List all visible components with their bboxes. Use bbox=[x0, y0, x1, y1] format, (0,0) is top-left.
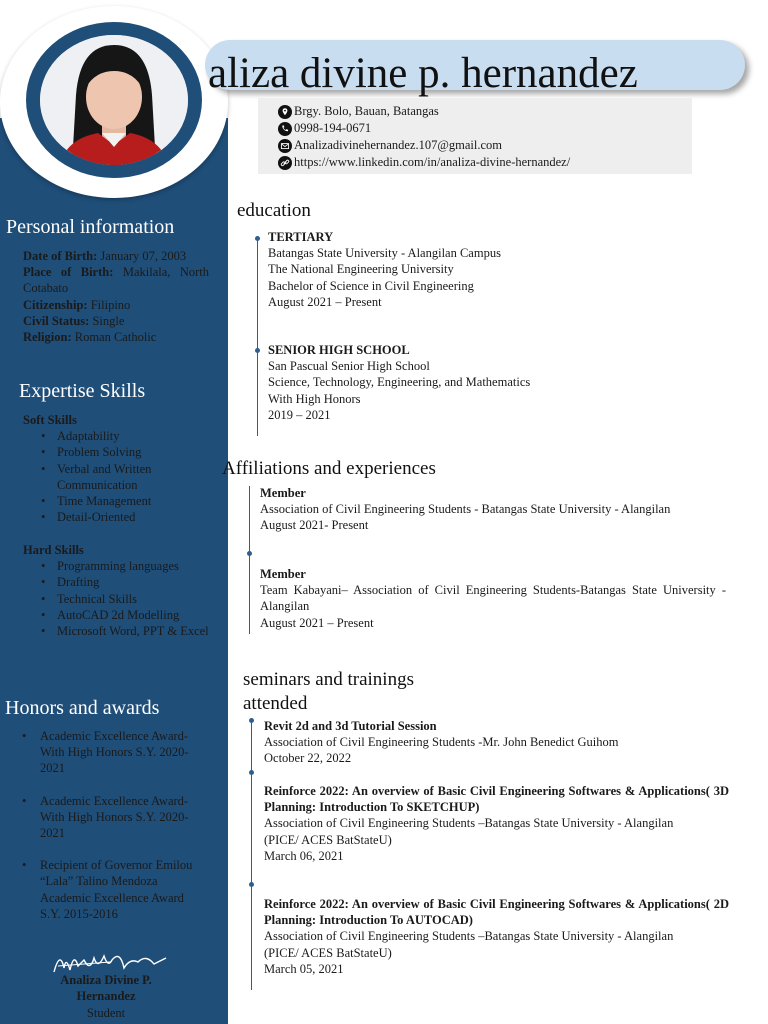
honors-list bbox=[22, 728, 202, 938]
honor-text: Academic Excellence Award-With High Honors S.Y. 2020-2021 bbox=[40, 729, 189, 776]
expertise-skills-title: Expertise Skills bbox=[19, 380, 146, 402]
contact-email[interactable] bbox=[278, 138, 502, 153]
linkedin-text: https://www.linkedin.com/in/analiza-divine-hernandez/ bbox=[294, 155, 571, 169]
entry-date: August 2021 – Present bbox=[260, 615, 374, 630]
seminar-entry-3 bbox=[264, 896, 729, 977]
list-item: • Verbal and Written Communication bbox=[57, 461, 213, 493]
hard-skills-title: Hard Skills bbox=[23, 543, 84, 557]
email-text: Analizadivinehernandez.107@gmail.com bbox=[294, 138, 502, 152]
phone-text: 0998-194-0671 bbox=[294, 121, 372, 135]
soft-skills-list bbox=[23, 428, 213, 525]
religion-value: Roman Catholic bbox=[74, 330, 157, 345]
dob-value: January 07, 2003 bbox=[100, 249, 187, 263]
honor-item bbox=[22, 857, 202, 922]
signature-role: Student bbox=[86, 1006, 126, 1020]
entry-heading: Member bbox=[260, 567, 306, 581]
entry-heading: Revit 2d and 3d Tutorial Session bbox=[264, 719, 437, 733]
list-item: • Time Management bbox=[57, 493, 213, 509]
pob-row bbox=[23, 264, 209, 296]
soft-skills-title: Soft Skills bbox=[23, 413, 77, 427]
civil-status-label: Civil Status: bbox=[23, 313, 90, 328]
entry-heading: Reinforce 2022: An overview of Basic Civil Engineering Softwares & Applications( 2D Planning: Introduction To AUTOCAD) bbox=[264, 897, 729, 928]
entry-org: Team Kabayani– Association of Civil Engineering Students-Batangas State University - Alangilan bbox=[260, 583, 726, 614]
religion-label: Religion: bbox=[23, 330, 72, 345]
list-item: • Microsoft Word, PPT & Excel bbox=[57, 623, 213, 639]
hard-skills-list bbox=[23, 558, 213, 639]
entry-line: Science, Technology, Engineering, and Mathematics bbox=[268, 375, 531, 390]
entry-line: Bachelor of Science in Civil Engineering bbox=[268, 278, 474, 293]
list-item: • Problem Solving bbox=[57, 444, 213, 460]
seminar-entry-1 bbox=[264, 718, 729, 767]
education-senior-high bbox=[268, 342, 718, 423]
list-item: • Technical Skills bbox=[57, 591, 213, 607]
entry-date: March 05, 2021 bbox=[264, 961, 344, 976]
entry-heading: SENIOR HIGH SCHOOL bbox=[268, 343, 410, 357]
contact-address bbox=[278, 104, 439, 119]
entry-line: San Pascual Senior High School bbox=[268, 359, 430, 374]
education-title: education bbox=[237, 200, 311, 221]
list-item: • Drafting bbox=[57, 574, 213, 590]
honors-title: Honors and awards bbox=[5, 697, 160, 719]
affiliations-title: Affiliations and experiences bbox=[222, 458, 436, 479]
honor-text: Academic Excellence Award-With High Honors S.Y. 2020-2021 bbox=[40, 793, 189, 841]
citizenship-row bbox=[23, 297, 209, 313]
entry-date: March 06, 2021 bbox=[264, 848, 344, 863]
pob-value: Makilala, North Cotabato bbox=[23, 265, 210, 296]
address-text: Brgy. Bolo, Bauan, Batangas bbox=[294, 104, 439, 118]
entry-line: With High Honors bbox=[268, 391, 361, 406]
timeline-dot bbox=[255, 236, 260, 241]
dob-label: Date of Birth: bbox=[23, 249, 98, 263]
entry-body: Association of Civil Engineering Students –Batangas State University - Alangilan bbox=[264, 816, 674, 831]
affiliation-entry-2 bbox=[260, 566, 726, 631]
list-item: • AutoCAD 2d Modelling bbox=[57, 607, 213, 623]
list-item: • Adaptability bbox=[57, 428, 213, 444]
seminars-timeline bbox=[251, 720, 252, 990]
email-icon bbox=[278, 139, 292, 153]
affiliation-entry-1 bbox=[260, 485, 726, 534]
entry-extra: (PICE/ ACES BatStateU) bbox=[264, 832, 392, 847]
timeline-dot bbox=[249, 882, 254, 887]
location-pin-icon bbox=[278, 105, 292, 119]
list-item: • Programming languages bbox=[57, 558, 213, 574]
timeline-dot bbox=[255, 348, 260, 353]
pob-label: Place of Birth: bbox=[23, 265, 114, 280]
personal-info-title: Personal information bbox=[6, 216, 175, 238]
contact-linkedin[interactable] bbox=[278, 155, 570, 170]
civil-status-value: Single bbox=[92, 313, 125, 328]
citizenship-label: Citizenship: bbox=[23, 297, 88, 312]
entry-org: Association of Civil Engineering Students - Batangas State University - Alangilan bbox=[260, 502, 671, 517]
entry-line: The National Engineering University bbox=[268, 262, 454, 277]
phone-icon bbox=[278, 122, 292, 136]
affiliations-timeline bbox=[249, 486, 250, 634]
seminars-title-line1: seminars and trainings bbox=[243, 669, 414, 690]
honor-text: Recipient of Governor Emilou “Lala” Talino Mendoza Academic Excellence Award S.Y. 2015-2016 bbox=[40, 858, 193, 921]
full-name: aliza divine p. hernandez bbox=[208, 50, 638, 97]
soft-skills bbox=[23, 412, 213, 525]
timeline-dot bbox=[249, 770, 254, 775]
signature-name-line2: Hernandez bbox=[76, 989, 136, 1003]
entry-heading: Member bbox=[260, 486, 306, 500]
timeline-dot bbox=[247, 551, 252, 556]
entry-body: Association of Civil Engineering Students –Batangas State University - Alangilan bbox=[264, 929, 674, 944]
seminar-entry-2 bbox=[264, 783, 729, 864]
personal-info bbox=[23, 248, 209, 345]
list-item: • Detail-Oriented bbox=[57, 509, 213, 525]
honor-item bbox=[22, 793, 202, 842]
civil-status-row bbox=[23, 313, 209, 329]
entry-heading: Reinforce 2022: An overview of Basic Civil Engineering Softwares & Applications( 3D Planning: Introduction To SKETCHUP) bbox=[264, 784, 729, 815]
entry-line: 2019 – 2021 bbox=[268, 407, 331, 422]
entry-body: Association of Civil Engineering Students -Mr. John Benedict Guihom bbox=[264, 735, 619, 750]
citizenship-value: Filipino bbox=[90, 297, 131, 312]
profile-photo bbox=[40, 35, 188, 165]
education-timeline bbox=[257, 238, 258, 436]
signature-name-line1: Analiza Divine P. bbox=[60, 973, 152, 987]
contact-phone[interactable] bbox=[278, 121, 371, 136]
signature-name bbox=[40, 972, 172, 1004]
hard-skills bbox=[23, 542, 213, 639]
seminars-title-line2: attended bbox=[243, 693, 308, 714]
education-tertiary bbox=[268, 229, 718, 310]
link-icon bbox=[278, 156, 292, 170]
entry-extra: (PICE/ ACES BatStateU) bbox=[264, 945, 392, 960]
seminars-title bbox=[243, 668, 414, 716]
profile-photo-illustration bbox=[40, 35, 188, 165]
entry-heading: TERTIARY bbox=[268, 230, 334, 244]
entry-date: October 22, 2022 bbox=[264, 751, 352, 766]
entry-line: Batangas State University - Alangilan Campus bbox=[268, 246, 501, 261]
entry-line: August 2021 – Present bbox=[268, 294, 382, 309]
contact-box bbox=[258, 98, 692, 174]
entry-date: August 2021- Present bbox=[260, 518, 369, 533]
religion-row bbox=[23, 329, 209, 345]
dob-row bbox=[23, 248, 209, 264]
timeline-dot bbox=[249, 718, 254, 723]
honor-item bbox=[22, 728, 202, 777]
